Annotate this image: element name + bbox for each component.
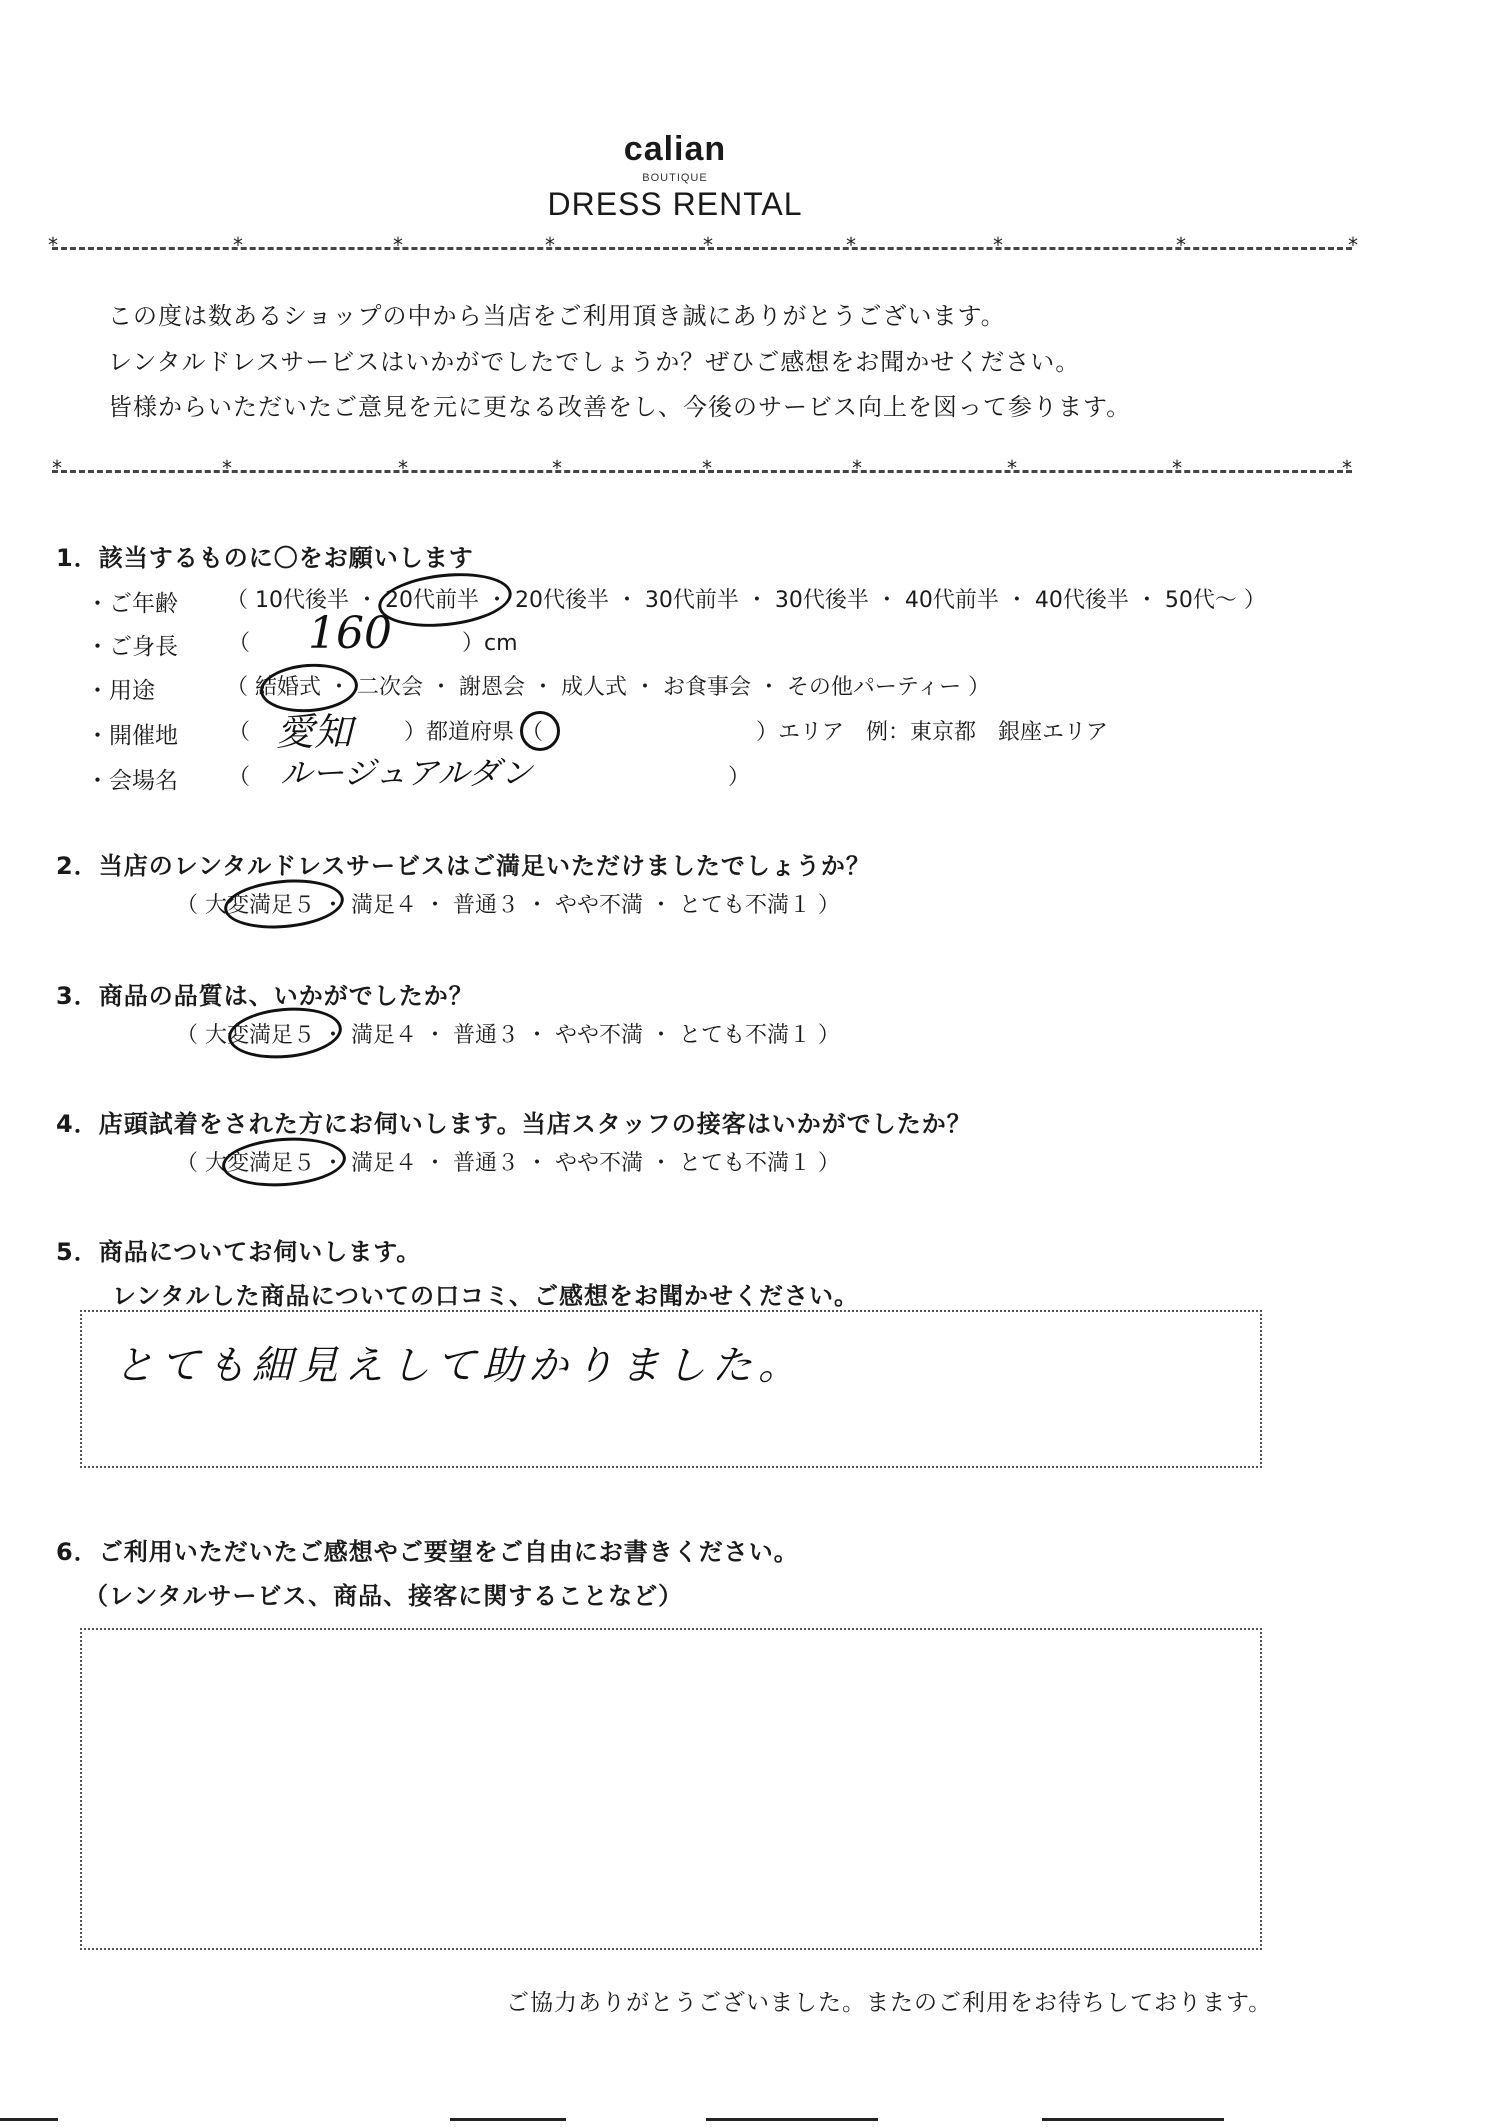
footer-thanks: ご協力ありがとうございました。またのご利用をお待ちしております。 [506, 1990, 1273, 2016]
divider-top [52, 247, 1352, 250]
q3-scale: （ 大変満足５ ・ 満足４ ・ 普通３ ・ やや不満 ・ とても不満１ ） [176, 1023, 840, 1048]
age-options: （ 10代後半 ・ 20代前半 ・ 20代後半 ・ 30代前半 ・ 30代後半 ・ 40代前半 ・ 40代後半 ・ 50代〜 ） [226, 588, 1266, 613]
q6-subtitle: （レンタルサービス、商品、接客に関することなど） [84, 1582, 684, 1610]
venue-value: ルージュアルダン [280, 754, 533, 792]
use-options: （ 結婚式 ・ 二次会 ・ 謝恩会 ・ 成人式 ・ お食事会 ・ その他パーティー ） [226, 675, 991, 700]
q6-title: 6．ご利用いただいたご感想やご要望をご自由にお書きください。 [56, 1538, 799, 1566]
q2-title: 2．当店のレンタルドレスサービスはご満足いただけましたでしょうか？ [56, 852, 871, 880]
place-label: ・開催地 [86, 723, 178, 749]
q5-title: 5．商品についてお伺いします。 [56, 1238, 422, 1266]
footer-mark-1 [0, 2118, 58, 2121]
prefecture-circle [520, 711, 560, 751]
use-label: ・用途 [86, 678, 155, 704]
brand-service: DRESS RENTAL [547, 186, 803, 222]
q4-selection-circle [220, 1134, 347, 1191]
intro-line-2: レンタルドレスサービスはいかがでしたでしょうか？ぜひご感想をお聞かせください。 [108, 348, 1081, 376]
q4-title: 4．店頭試着をされた方にお伺いします。当店スタッフの接客はいかがでしたか？ [56, 1110, 972, 1138]
footer-mark-4 [1042, 2118, 1224, 2121]
height-value: 160 [308, 608, 392, 659]
q3-title: 3．商品の品質は、いかがでしたか？ [56, 982, 474, 1010]
q3-selection-circle [226, 1003, 344, 1063]
place-open: （ [228, 720, 251, 745]
q1-title: 1．該当するものに〇をお願いします [56, 544, 474, 572]
q4-scale: （ 大変満足５ ・ 満足４ ・ 普通３ ・ やや不満 ・ とても不満１ ） [176, 1151, 840, 1176]
q5-answer-box [80, 1310, 1262, 1468]
q2-selection-circle [222, 875, 346, 933]
brand-logo: calian [623, 130, 727, 168]
q5-subtitle: レンタルした商品についての口コミ、ご感想をお聞かせください。 [112, 1282, 859, 1310]
q2-scale: （ 大変満足５ ・ 満足４ ・ 普通３ ・ やや不満 ・ とても不満１ ） [176, 893, 840, 918]
venue-label: ・会場名 [86, 768, 178, 794]
place-pref-text: ）都道府県 （ [404, 720, 543, 745]
place-area-text: ）エリア 例：東京都 銀座エリア [756, 720, 1109, 745]
q6-answer-box [80, 1628, 1262, 1950]
height-open: （ [228, 631, 251, 656]
venue-open: （ [228, 765, 251, 790]
place-value: 愛知 [276, 710, 353, 754]
age-label: ・ご年齢 [86, 591, 178, 617]
footer-mark-3 [706, 2118, 878, 2121]
age-selection-circle [376, 567, 515, 633]
intro-line-1: この度は数あるショップの中から当店をご利用頂き誠にありがとうございます。 [108, 302, 1006, 330]
footer-mark-2 [450, 2118, 566, 2121]
brand-sub: BOUTIQUE [642, 172, 708, 184]
height-close: ）cm [462, 631, 518, 656]
intro-line-3: 皆様からいただいたご意見を元に更なる改善をし、今後のサービス向上を図って参ります。 [108, 393, 1132, 421]
height-label: ・ご身長 [86, 634, 178, 660]
venue-close: ） [728, 765, 751, 790]
q5-answer-text: とても細見えして助かりました。 [114, 1343, 804, 1389]
